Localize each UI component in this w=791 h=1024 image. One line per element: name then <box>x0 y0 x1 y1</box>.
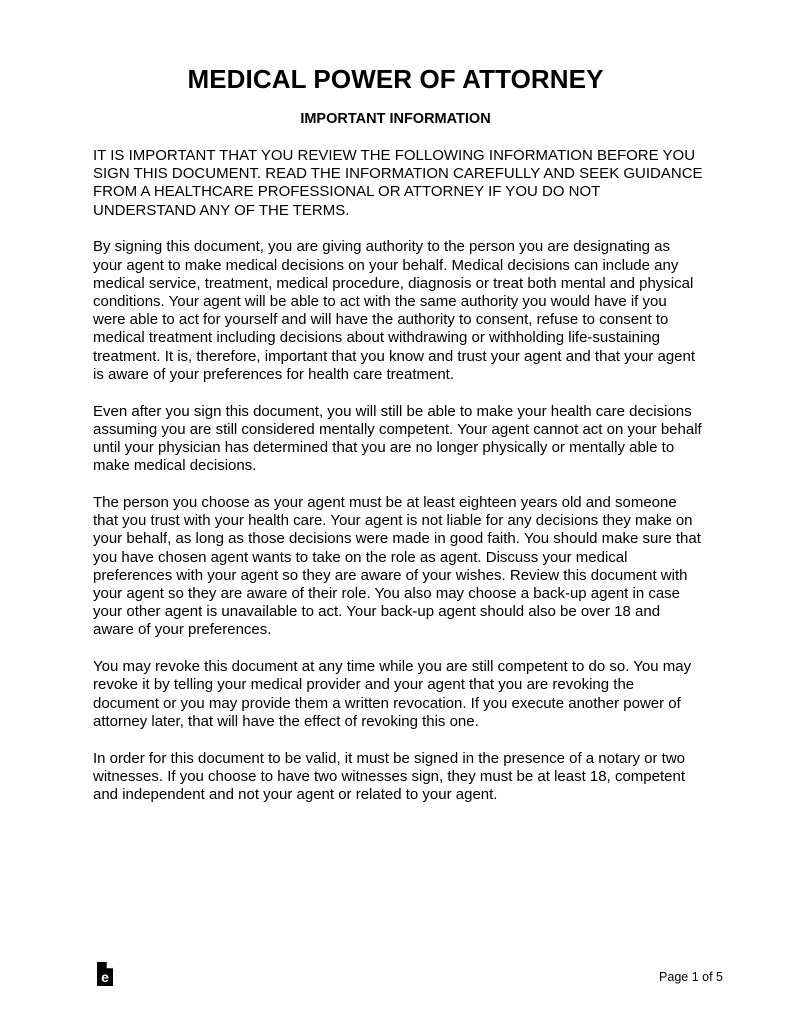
paragraph-warning: IT IS IMPORTANT THAT YOU REVIEW THE FOLLOWING INFORMATION BEFORE YOU SIGN THIS DOCUMENT. READ THE INFORMATION CAREFULLY AND SEEK GUIDANCE FROM A HEALTHCARE PROFESSIONAL OR ATTORNEY IF YOU DO NOT UNDERSTAND ANY OF THE TERMS. <box>93 147 703 219</box>
paragraph-revocation: You may revoke this document at any time while you are still competent to do so. You may revoke it by telling your medical provider and your agent that you are revoking the document or you may provide them a written revocation. If you execute another power of attorney later, that will have the effect of revoking this one. <box>93 658 692 730</box>
page-title: MEDICAL POWER OF ATTORNEY <box>187 64 604 94</box>
document-e-icon <box>97 962 113 986</box>
section-subtitle: IMPORTANT INFORMATION <box>300 111 491 127</box>
document-body <box>93 147 703 823</box>
paragraph-validity: In order for this document to be valid, it must be signed in the presence of a notary or two witnesses. If you choose to have two witnesses sign, they must be at least 18, competent and independent and not your agent or related to your agent. <box>93 749 685 804</box>
page-number: Page 1 of 5 <box>659 970 723 984</box>
paragraph-agent-requirements: The person you choose as your agent must be at least eighteen years old and someone that you trust with your health care. Your agent is not liable for any decisions they make on your behalf, as long as those decisions were made in good faith. You should make sure that you have chosen agent wants to take on the role as agent. Discuss your medical preferences with your agent so they are aware of your wishes. Review this document with your agent so they are aware of their role. You also may choose a back-up agent in case your other agent is unavailable to act. Your back-up agent should also be over 18 and aware of your preferences. <box>93 494 701 639</box>
paragraph-authority: By signing this document, you are giving authority to the person you are designating as your agent to make medical decisions on your behalf. Medical decisions can include any medical service, treatment, medical procedure, diagnosis or treat both mental and physical conditions. Your agent will be able to act with the same authority you would have if you were able to act for yourself and will have the authority to consent, refuse to consent to medical treatment including decisions about withdrawing or withholding life-sustaining treatment. It is, therefore, important that you know and trust your agent and that your agent is aware of your preferences for health care treatment. <box>93 238 696 383</box>
logo-letter: e <box>101 969 109 985</box>
paragraph-competence: Even after you sign this document, you will still be able to make your health care decisions assuming you are still considered mentally competent. Your agent cannot act on your behalf until your physician has determined that you are no longer physically or mentally able to make medical decisions. <box>93 402 702 475</box>
